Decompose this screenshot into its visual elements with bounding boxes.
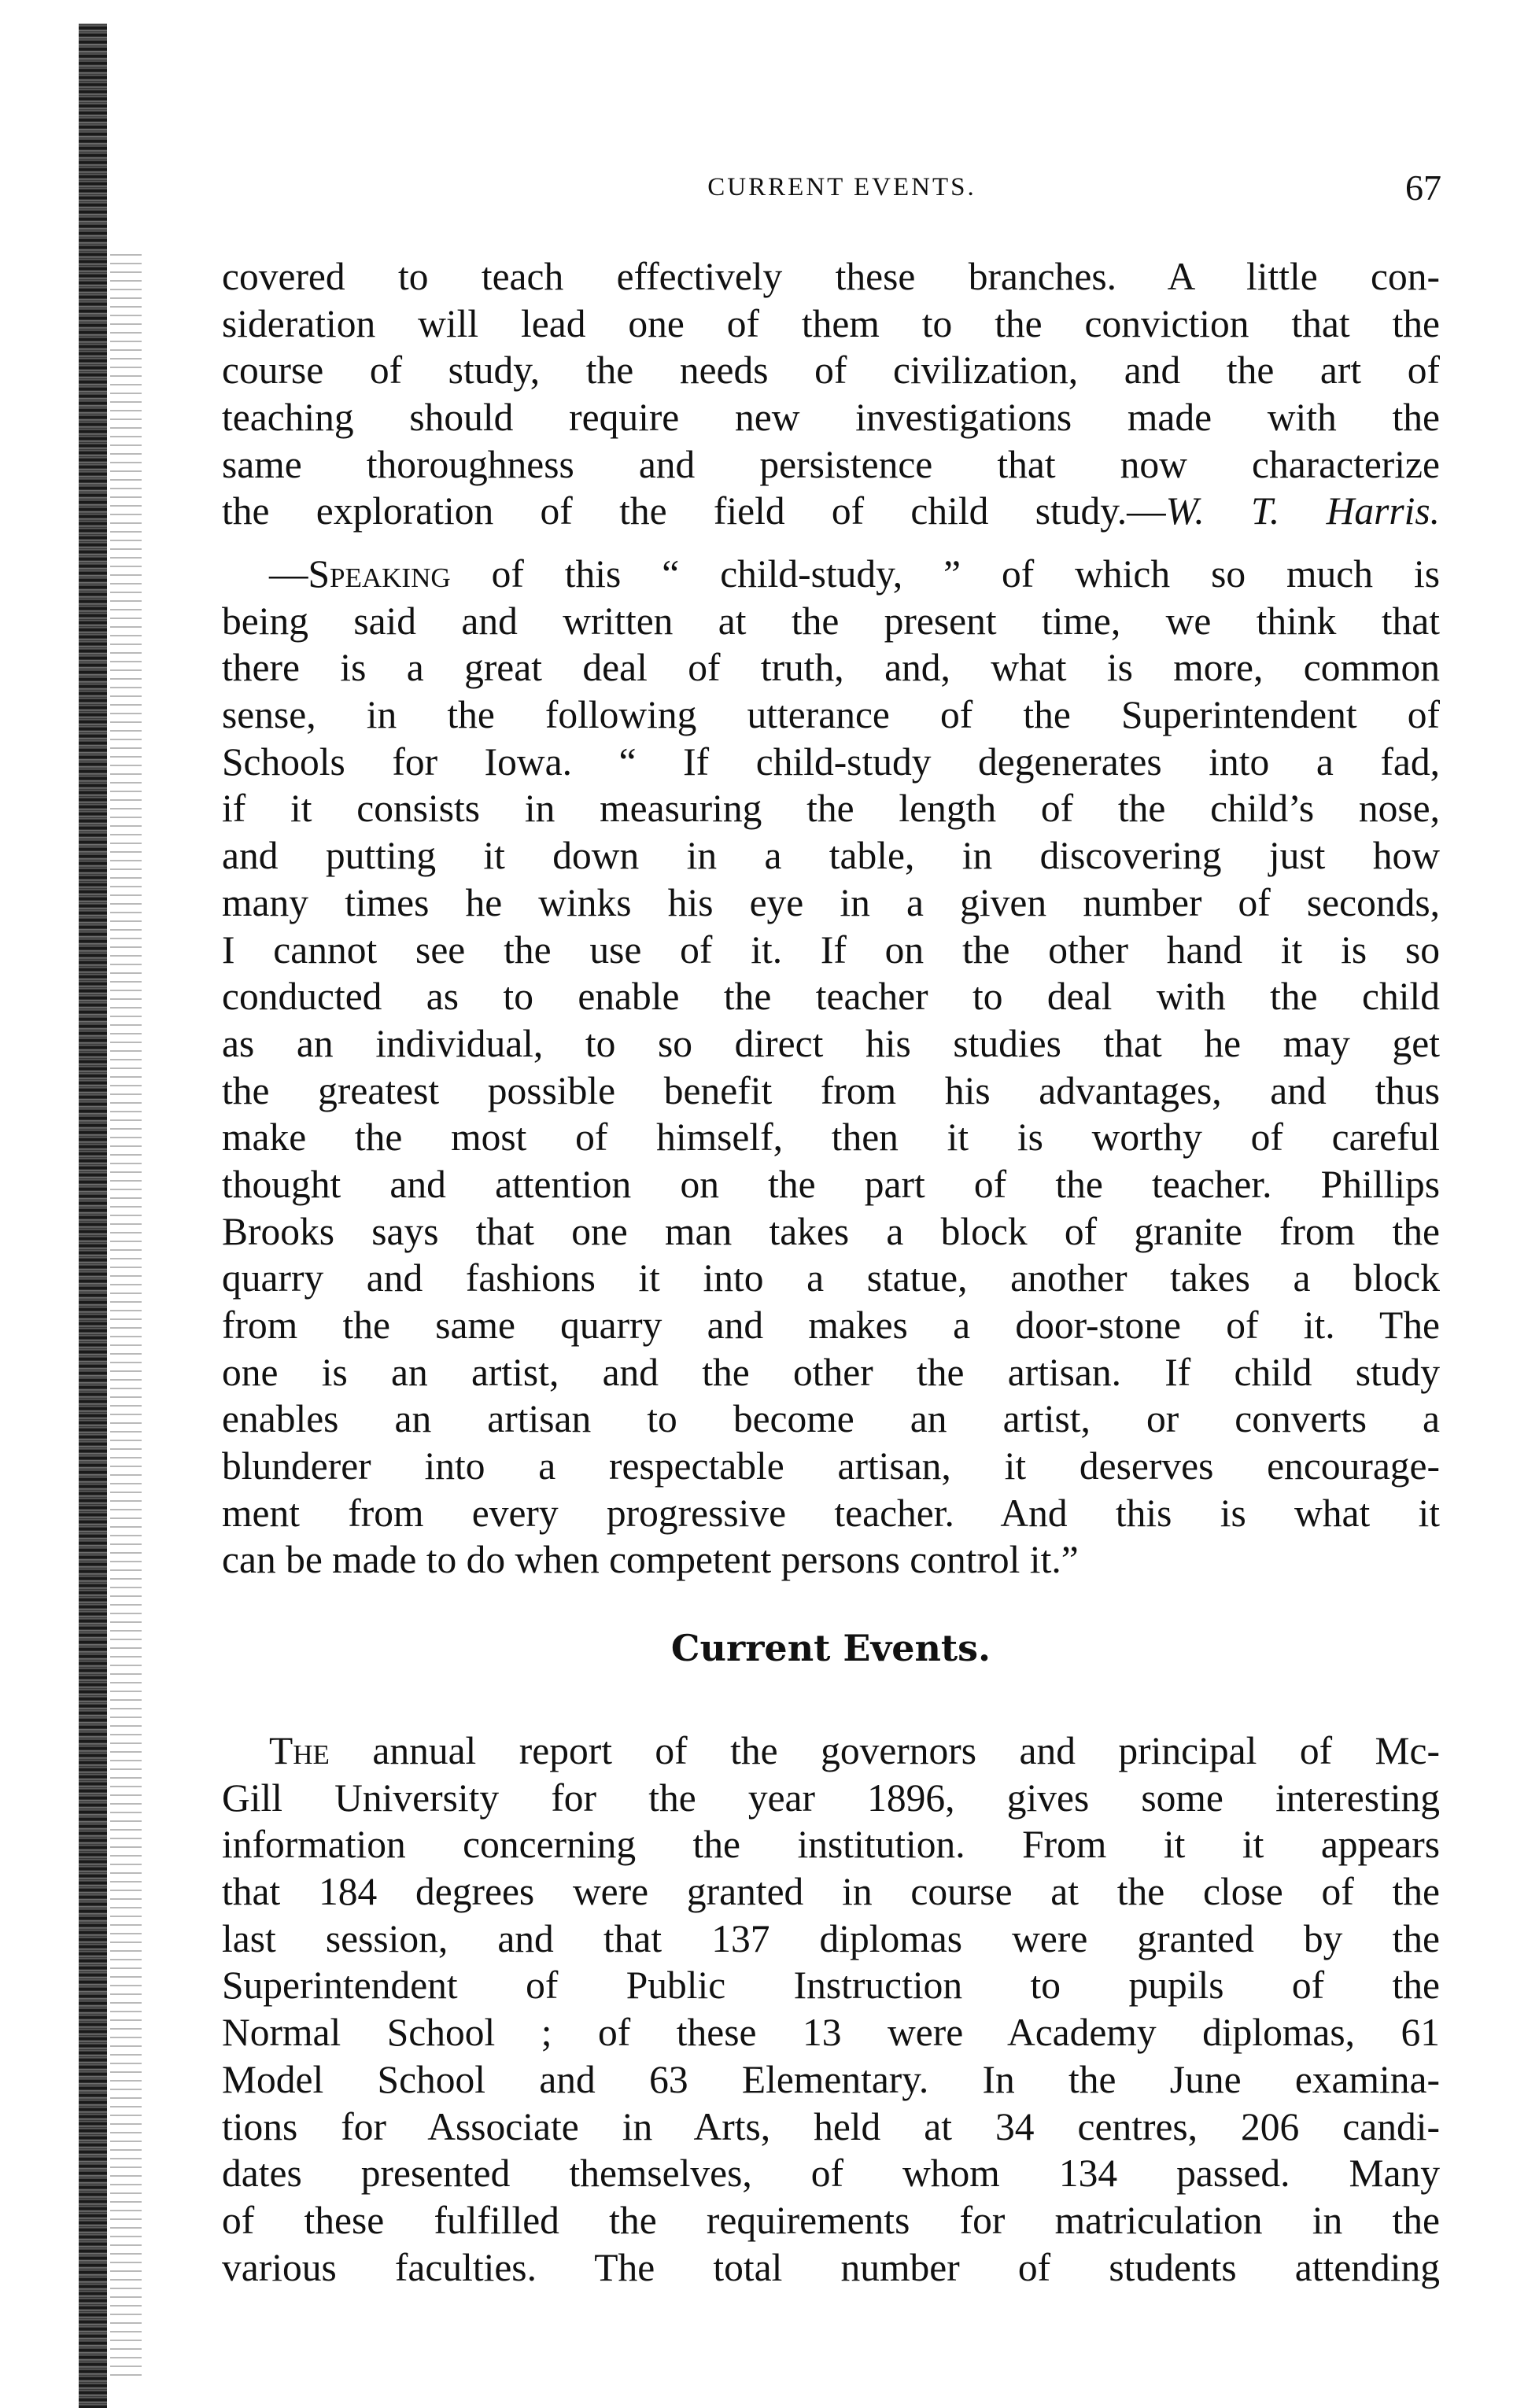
text-line: dates presented themselves, of whom 134 passed. Many	[222, 2152, 1440, 2196]
text-line: last session, and that 137 diplomas were granted by the	[222, 1916, 1440, 1960]
lead-dash: —	[269, 552, 308, 596]
text-line: information concerning the institution. From it it appears	[222, 1823, 1440, 1867]
scan-noise	[110, 252, 142, 2376]
paragraph-2	[222, 551, 1440, 1584]
running-head-title: CURRENT EVENTS.	[707, 173, 976, 201]
text-line: ment from every progressive teacher. And this is what it	[222, 1491, 1440, 1535]
text-line: thought and attention on the part of the teacher. Phillips	[222, 1162, 1440, 1206]
text-line: conducted as to enable the teacher to deal with the child	[222, 975, 1440, 1019]
lead-word: The	[269, 1729, 330, 1772]
text-line: being said and written at the present time, we think that	[222, 599, 1440, 643]
text-line: I cannot see the use of it. If on the other hand it is so	[222, 927, 1440, 972]
text-line	[222, 488, 1440, 535]
attribution: W. T. Harris.	[1165, 489, 1440, 533]
text-line: same thoroughness and persistence that now characterize	[222, 442, 1440, 486]
text-line: and putting it down in a table, in discovering just how	[222, 834, 1440, 878]
text-line: make the most of himself, then it is worthy of careful	[222, 1115, 1440, 1160]
text-line	[222, 551, 1440, 598]
text-line: blunderer into a respectable artisan, it deserves encourage-	[222, 1444, 1440, 1488]
text-line: various faculties. The total number of students attending	[222, 2245, 1440, 2289]
text-line: that 184 degrees were granted in course at the close of the	[222, 1870, 1440, 1914]
text-fragment: the exploration of the field of child study.—	[222, 489, 1166, 533]
text-line: Normal School ; of these 13 were Academy diplomas, 61	[222, 2011, 1440, 2055]
text-line: tions for Associate in Arts, held at 34 centres, 206 candi-	[222, 2104, 1440, 2148]
text-fragment: annual report of the governors and principal of Mc-	[329, 1729, 1440, 1772]
text-line: of these fulfilled the requirements for matriculation in the	[222, 2198, 1440, 2242]
book-spine-shadow	[79, 24, 107, 2408]
text-line: as an individual, to so direct his studies that he may get	[222, 1021, 1440, 1065]
text-line: sense, in the following utterance of the Superintendent of	[222, 693, 1440, 737]
section-heading: Current Events.	[670, 1627, 991, 1669]
paragraph-3	[222, 1728, 1440, 2291]
paragraph-1	[222, 253, 1440, 535]
text-line: many times he winks his eye in a given number of seconds,	[222, 880, 1440, 924]
lead-word: Speaking	[308, 552, 451, 596]
text-line: Schools for Iowa. “ If child-study degenerates into a fad,	[222, 739, 1440, 784]
text-line: sideration will lead one of them to the conviction that the	[222, 301, 1440, 345]
text-line	[222, 1728, 1440, 1775]
running-head	[220, 167, 1463, 214]
text-line: there is a great deal of truth, and, what is more, common	[222, 646, 1440, 690]
text-line: enables an artisan to become an artist, or converts a	[222, 1397, 1440, 1441]
text-line: Gill University for the year 1896, gives some interesting	[222, 1776, 1440, 1820]
text-fragment: of this “ child-study, ” of which so much is	[450, 552, 1440, 596]
text-line: the greatest possible benefit from his advantages, and thus	[222, 1068, 1440, 1112]
text-line: covered to teach effectively these branches. A little con-	[222, 255, 1440, 298]
text-line: if it consists in measuring the length of the child’s nose,	[222, 787, 1440, 831]
text-line: from the same quarry and makes a door-stone of it. The	[222, 1304, 1440, 1347]
text-line: Model School and 63 Elementary. In the June examina-	[222, 2057, 1440, 2101]
text-line: one is an artist, and the other the artisan. If child study	[222, 1350, 1440, 1394]
text-line: quarry and fashions it into a statue, another takes a block	[222, 1256, 1440, 1300]
text-line: teaching should require new investigations made with the	[222, 396, 1440, 440]
text-line: Brooks says that one man takes a block of granite from the	[222, 1209, 1440, 1253]
page-number: 67	[1405, 168, 1441, 208]
text-line: course of study, the needs of civilization, and the art of	[222, 348, 1440, 393]
text-line: can be made to do when competent persons control it.”	[222, 1538, 1079, 1582]
text-line: Superintendent of Public Instruction to pupils of the	[222, 1964, 1440, 2008]
